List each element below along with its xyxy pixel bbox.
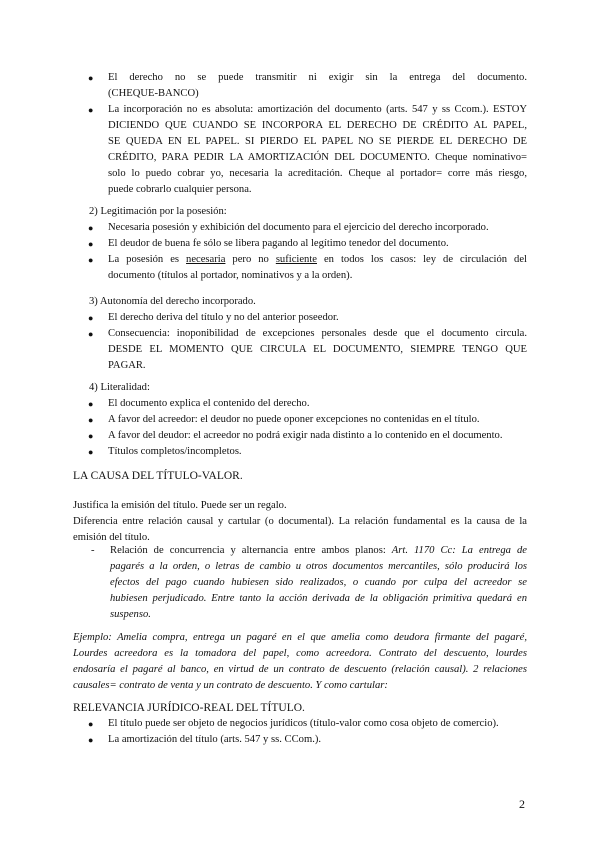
text-line: suspenso. xyxy=(110,609,151,620)
section-2-heading: 2) Legitimación por la posesión: xyxy=(89,206,227,217)
text-line: causales= contrato de venta y un contrato de descuento. Y como cartular: xyxy=(73,680,388,691)
text-line: efectos del pago cuando hubiesen sido realizados, o cuando por culpa del acreedor se xyxy=(110,577,527,588)
causa-heading: LA CAUSA DEL TÍTULO-VALOR. xyxy=(73,470,243,482)
text-line: Ejemplo: Amelia compra, entrega un pagaré en el que amelia como deudora firmante del pagaré, xyxy=(73,632,527,643)
text-line: Consecuencia: inoponibilidad de excepciones personales desde que el documento circula. xyxy=(108,328,527,339)
text-line: (CHEQUE-BANCO) xyxy=(108,88,199,99)
text-line: DICIENDO QUE CUANDO SE INCORPORA EL DERECHO DE CRÉDITO AL PAPEL, xyxy=(108,120,527,131)
text-line: A favor del acreedor: el deudor no puede oponer excepciones no contenidas en el título. xyxy=(108,414,480,425)
text-line: DESDE EL MOMENTO QUE CIRCULA EL DOCUMENTO, SIEMPRE TENGO QUE xyxy=(108,344,527,355)
underlined-word: suficiente xyxy=(275,254,317,265)
bullet-icon: ● xyxy=(88,329,94,339)
bullet-icon: ● xyxy=(88,239,94,249)
text-line: solo lo puedo cobrar yo, necesaria la acreditación. Cheque al portador= corre más riesgo, xyxy=(108,168,527,179)
text-line: La amortización del título (arts. 547 y ss. CCom.). xyxy=(108,734,322,745)
text-line: SE QUEDA EN EL PAPEL. SI PIERDO EL PAPEL NO SE PIERDE EL DERECHO DE xyxy=(108,136,527,147)
section-3-heading: 3) Autonomía del derecho incorporado. xyxy=(89,296,256,307)
bullet-icon: ● xyxy=(88,431,94,441)
relevancia-heading: RELEVANCIA JURÍDICO-REAL DEL TÍTULO. xyxy=(73,702,305,714)
bullet-icon: ● xyxy=(88,399,94,409)
text-line: PAGAR. xyxy=(108,360,146,371)
bullet-icon: ● xyxy=(88,255,94,265)
text-line: Lourdes acreedora es la tomadora del papel, como acreedora. Contrato del descuento, lourdes xyxy=(73,648,527,659)
text-line: emisión del título. xyxy=(73,532,150,543)
text-line: Títulos completos/incompletos. xyxy=(108,446,242,457)
bullet-icon: ● xyxy=(88,105,94,115)
text-line: La incorporación no es absoluta: amortización del documento (arts. 547 y ss Ccom.). ESTOY xyxy=(108,104,527,115)
text-line: hubiesen perjudicado. Entre tanto la acción derivada de la obligación primitiva quedará en xyxy=(110,593,527,604)
bullet-icon: ● xyxy=(88,73,94,83)
text-line: El título puede ser objeto de negocios jurídicos (título-valor como cosa objeto de comercio). xyxy=(108,718,499,729)
text-line: El documento explica el contenido del derecho. xyxy=(108,398,310,409)
underlined-word: necesaria xyxy=(186,254,226,265)
bullet-icon: ● xyxy=(88,223,94,233)
bullet-icon: ● xyxy=(88,735,94,745)
text-line: pagarés a la orden, o letras de cambio u otros documentos mercantiles, sólo producirá los xyxy=(110,561,527,572)
text-line: Diferencia entre relación causal y cartular (o documental). La relación fundamental es la causa de la xyxy=(73,516,527,527)
text-line: A favor del deudor: el acreedor no podrá exigir nada distinto a lo contenido en el documento. xyxy=(108,430,503,441)
text-line: CRÉDITO, PARA PEDIR LA AMORTIZACIÓN DEL DOCUMENTO. Cheque nominativo= xyxy=(108,152,527,163)
text-line: Necesaria posesión y exhibición del documento para el ejercicio del derecho incorporado. xyxy=(108,222,489,233)
text-line: El derecho deriva del título y no del anterior poseedor. xyxy=(108,312,339,323)
bullet-icon: ● xyxy=(88,415,94,425)
bullet-icon: ● xyxy=(88,313,94,323)
text-line: documento (títulos al portador, nominativos y a la orden). xyxy=(108,270,353,281)
text-line: Relación de concurrencia y alternancia entre ambos planos: Art. 1170 Cc: La entrega de xyxy=(110,545,527,556)
text-line: puede cobrarlo cualquier persona. xyxy=(108,184,252,195)
dash-marker: - xyxy=(91,545,95,556)
section-4-heading: 4) Literalidad: xyxy=(89,382,150,393)
text-line: Justifica la emisión del título. Puede ser un regalo. xyxy=(73,500,287,511)
page-number: 2 xyxy=(519,797,525,811)
bullet-icon: ● xyxy=(88,447,94,457)
bullet-icon: ● xyxy=(88,719,94,729)
text-line: El deudor de buena fe sólo se libera pagando al legítimo tenedor del documento. xyxy=(108,238,449,249)
text-line: El derecho no se puede transmitir ni exigir sin la entrega del documento. xyxy=(108,72,527,83)
text-line: endosaría el pagaré al banco, en virtud de un contrato de descuento (relación causal). 2 relaciones xyxy=(73,664,527,675)
text-line: La posesión es necesaria pero no suficiente en todos los casos: ley de circulación del xyxy=(108,254,527,265)
